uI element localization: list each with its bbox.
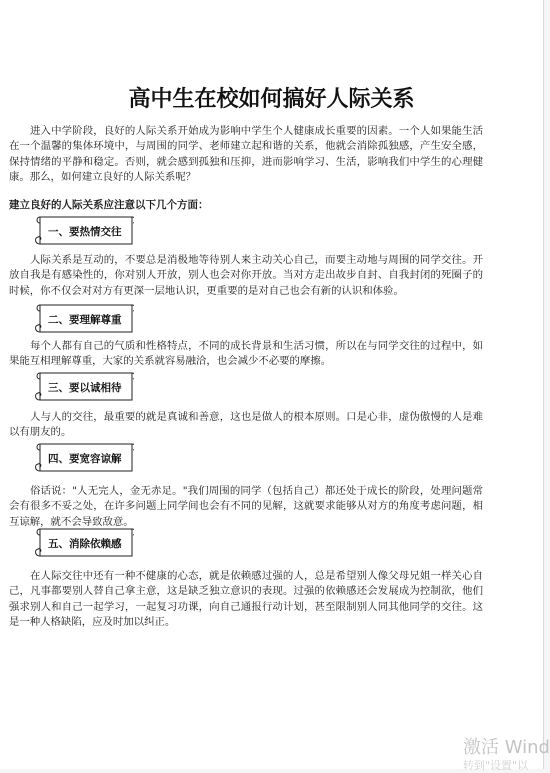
section-1-text: 人际关系是互动的，不要总是消极地等待别人来主动关心自己，而要主动地与周围的同学交往。开放自我是有感染性的，你对别人开放，别人也会对你开放。当对方走出故步自封、自我封闭的死圈子的时候，你不仅会对对方有更深一层地认识，更重要的是对自己也会有新的认识和体验。 bbox=[9, 254, 483, 297]
section-heading-3 bbox=[34, 370, 134, 403]
section-heading-1 bbox=[34, 214, 134, 247]
lead-line: 建立良好的人际关系应注意以下几个方面： bbox=[9, 199, 209, 211]
section-5-text: 在人际交往中还有一种不健康的心态，就是依赖感过强的人，总是希望别人像父母兄姐一样关心自己，凡事都要别人替自己拿主意，这是缺乏独立意识的表现。过强的依赖感还会发展成为控制欲，他们强求别人和自己一起学习，一起复习功课，向自己通报行动计划，甚至限制别人同其他同学的交往。这是一种人格缺陷，应及时加以纠正。 bbox=[9, 570, 483, 628]
section-heading-3-label: 三、要以诚相待 bbox=[48, 382, 122, 394]
section-heading-2 bbox=[34, 302, 134, 335]
section-heading-4-label: 四、要宽容谅解 bbox=[48, 453, 122, 465]
section-4-text: 俗话说："人无完人，金无赤足。"我们周围的同学（包括自己）都还处于成长的阶段，处理问题常会有很多不妥之处，在许多问题上同学间也会有不同的见解，这就要求能够从对方的角度考虑问题，相互谅解，就不会导致敌意。 bbox=[9, 485, 483, 528]
section-heading-5 bbox=[34, 526, 134, 559]
intro-paragraph: 进入中学阶段，良好的人际关系开始成为影响中学生个人健康成长重要的因素。一个人如果能生活在一个温馨的集体环境中，与周围的同学、老师建立起和谐的关系，他就会消除孤独感，产生安全感，保持情绪的平静和稳定。否则，就会感到孤独和压抑，进而影响学习、生活，影响我们中学生的心理健康。那么，如何建立良好的人际关系呢？ bbox=[9, 125, 483, 183]
document-title: 高中生在校如何搞好人际关系 bbox=[128, 86, 415, 112]
section-heading-1-label: 一、要热情交往 bbox=[48, 226, 122, 238]
section-heading-4 bbox=[34, 441, 134, 474]
activation-watermark-title: 激活 Wind bbox=[463, 737, 550, 758]
section-2-text: 每个人都有自己的气质和性格特点，不同的成长背景和生活习惯，所以在与同学交往的过程中，如果能互相理解尊重，大家的关系就容易融洽，也会减少不必要的摩擦。 bbox=[9, 340, 483, 368]
activation-watermark-subtitle: 转到"设置"以 bbox=[463, 759, 529, 772]
section-heading-5-label: 五、消除依赖感 bbox=[48, 538, 122, 550]
section-3-text: 人与人的交往，最重要的就是真诚和善意，这也是做人的根本原则。口是心非，虚伪傲慢的人是难以有朋友的。 bbox=[9, 411, 483, 439]
section-heading-2-label: 二、要理解尊重 bbox=[48, 314, 122, 326]
